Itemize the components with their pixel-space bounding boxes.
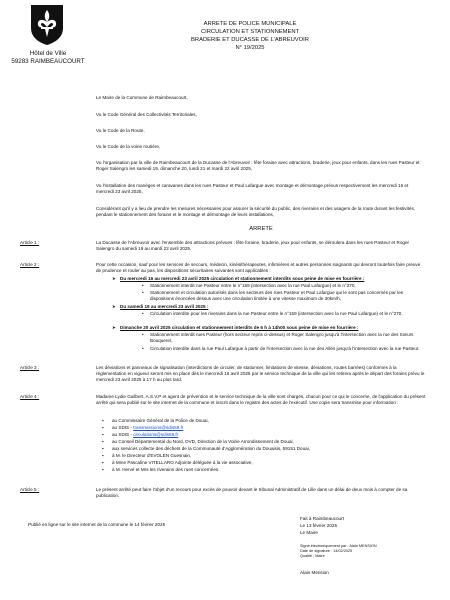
town-crest-icon: [30, 4, 64, 46]
recipient-sdis-circulations: ▪ au SDIS - circulations@sdis59.fr: [112, 432, 428, 438]
decree-number: N° 19/2025: [235, 45, 265, 51]
article-2-section-3-heading: ➤ Dimanche 20 avril 2025 circulation et stationnement interdits de 6 h à 14h00 sous peine de mise en fourrière :: [120, 325, 420, 331]
recipient-police: ▪ au Commissaire Général de la Police de Douai,: [112, 418, 428, 424]
preamble-cgct: Vu le Code Général des Collectivités Territoriales,: [96, 112, 197, 117]
signature-date: Le 13 février 2025: [300, 523, 338, 528]
decree-subtitle: CIRCULATION ET STATIONNEMENT: [200, 29, 300, 35]
electronic-signature-by: Signé électroniquement par : Alain MENSION: [300, 544, 377, 548]
article-3-text: Les déviations et panneaux de signalisation (interdictions de circuler, de stationner, limitations de vitesse, déviations, routes barrées) conformes à la réglementation en vigueur seront mis en place dès le mercredi 16 avril 2025 par le service technique de la ville qui les retirera après le départ des forains prévu le mercredi 23 avril 2025 à 17 h au plus tard.: [96, 365, 425, 383]
recipient-evolen: ▪ à M. le Directeur d'EVOLEN Guesnain,: [112, 453, 428, 459]
recipient-dechets: ▪ aux services collecte des déchets de la Communauté d'Agglomération du Douaisis, 59151 Douai,: [112, 446, 428, 452]
sdis-transmissions-email-link[interactable]: transmissions@sdis59.fr: [133, 425, 184, 430]
article-4-intro: Madame Lydie Guilbert, A.S.V.P et agent de prévention et le service technique de la ville sont chargés, chacun pour ce qui le concerne, de l'application du présent arrêté qui sera publié sur le site internet de la commune et inscrit dans le registre des actes de l'exécutif. Une copie sera transmise pour information :: [96, 394, 426, 406]
decree-event: BRADERIE ET DUCASSE DE L'ABREUVOIR: [191, 37, 309, 43]
sdis-circulations-email-link[interactable]: circulations@sdis59.fr: [133, 432, 179, 437]
article-2-intro: Pour cette occasion, sauf pour les services de secours, médecin, kinésithérapeutes, infirmières et autres personnes soignants qui devront toutefois faire preuve de prudence et rouler au pas, les dispositions sécuritaires suivantes sont applicables :: [96, 262, 421, 274]
electronic-signature-date: Date de signature : 14/02/2025: [300, 549, 353, 553]
article-4-label: Article 4 :: [20, 394, 40, 399]
town-address: 59283 RAIMBEAUCOURT: [11, 58, 85, 65]
town-hall-label: Hôtel de Ville: [29, 50, 67, 57]
signature-role: Le Maire: [300, 530, 318, 535]
article-2-section-2-heading: ➤ Du samedi 19 au mercredi 23 avril 2025 :: [120, 304, 420, 310]
article-5-label: Article 5 :: [20, 487, 40, 492]
article-2-section-1-heading: ➤ Du mercredi 16 au mercredi 23 avril 2025 circulation et stationnement interdits sous peine de mise en fourrière :: [120, 276, 420, 282]
article-5-text: Le présent arrêté peut faire l'objet d'un recours pour excès de pouvoir devant le tribunal Administratif de Lille dans un délai de deux mois à compter de sa publication.: [96, 487, 408, 499]
electronic-signature-quality: Qualité : Maire: [300, 554, 325, 558]
article-2-section-3-item-2: • Circulation interdite dans la rue Paul Lafargue à partir de l'intersection avec la rue des Allés jusqu'à l'intersection avec la rue Pasteur.: [150, 346, 426, 352]
preamble-organisation: Vu l'organisation par la ville de Raimbeaucourt de la Ducasse de l'Abreuvoir : fête foraine avec attractions, braderie, jeux pour enfants, dans les rues Pasteur et Roger Salengro les samedi 19, dimanche 20, lundi 21 et mardi 22 avril 2025,: [96, 160, 420, 172]
recipient-riverains: ▪ à M. Hervé et Mrs les riverains des rues concernées.: [112, 467, 428, 473]
decree-title: ARRETE DE POLICE MUNICIPALE: [203, 21, 297, 27]
preamble-code-voirie: Vu le Code de la voirie routière,: [96, 144, 161, 149]
signature-place: Fait à Raimbeaucourt: [300, 516, 344, 521]
preamble-code-route: Vu le Code de la Route,: [96, 128, 145, 133]
arrete-heading: ARRETE: [249, 226, 273, 232]
article-1-text: La Ducasse de l'Abreuvoir avec l'ensemble des attractions prévues : fête foraine, braderie, jeux pour enfants, se déroulera dans les rues Pasteur et Roger Salengro du samedi 19 au mardi 22 avril 2025.: [96, 240, 410, 252]
article-2-section-3-item-1: • Stationnement interdit rues Pasteur (hors secteur repris ci-dessus) et Roger Salengro jusqu'à l'intersection avec la rue des Sœurs Bouquerel,: [150, 332, 426, 344]
recipient-adjointe: ▪ à Mme Pascaline VITELLARO Adjointe déléguée à la vie associative,: [112, 460, 428, 466]
article-2-section-1-item-2: • Stationnement et circulation autorisés dans les secteurs des rues Pasteur et Paul Lafargue qui le sont pas concernés par les dispositions énoncées dessus avec une circulation limitée à une vitesse maximum de 30km/h,: [150, 290, 426, 302]
article-2-section-2-item-1: • Circulation interdite pour les riverains dans la rue Pasteur entre le n°159 (intersection avec la rue Paul Lafargue) et le n°270,: [150, 311, 426, 317]
preamble-considerant: Considérant qu'il y a lieu de prendre les mesures nécessaires pour assurer la sécurité du public, des riverains et des usagers de la route durant les festivités, pendant le stationnement des forains et le montage et démontage de leurs installations,: [96, 206, 416, 218]
recipient-departement: ▪ au Conseil Départemental du Nord, DVD, Direction de la Voirie Arrondissement de Douai,: [112, 439, 428, 445]
article-2-label: Article 2 :: [20, 262, 40, 267]
publication-note: Publié en ligne sur le site internet de la commune le 14 février 2025: [28, 522, 166, 527]
recipient-sdis-transmissions: ▪ au SDIS - transmissions@sdis59.fr: [112, 425, 428, 431]
mayor-name: Alain Mension: [300, 570, 329, 575]
preamble-installation: Vu l'installation des manèges et caravanes dans les rues Pasteur et Paul Lafargue avec montage et démontage prévus respectivement les mercredi 16 et mercredi 23 avril 2025,: [96, 183, 409, 195]
preamble-mayor: Le Maire de la Commune de Raimbeaucourt,: [96, 95, 188, 100]
article-3-label: Article 3 :: [20, 365, 40, 370]
article-1-label: Article 1 :: [20, 240, 40, 245]
article-2-section-1-item-1: • Stationnement interdit rue Pasteur entre le n°159 (intersection avec la rue Paul Lafargue) et le n°270,: [150, 283, 426, 289]
